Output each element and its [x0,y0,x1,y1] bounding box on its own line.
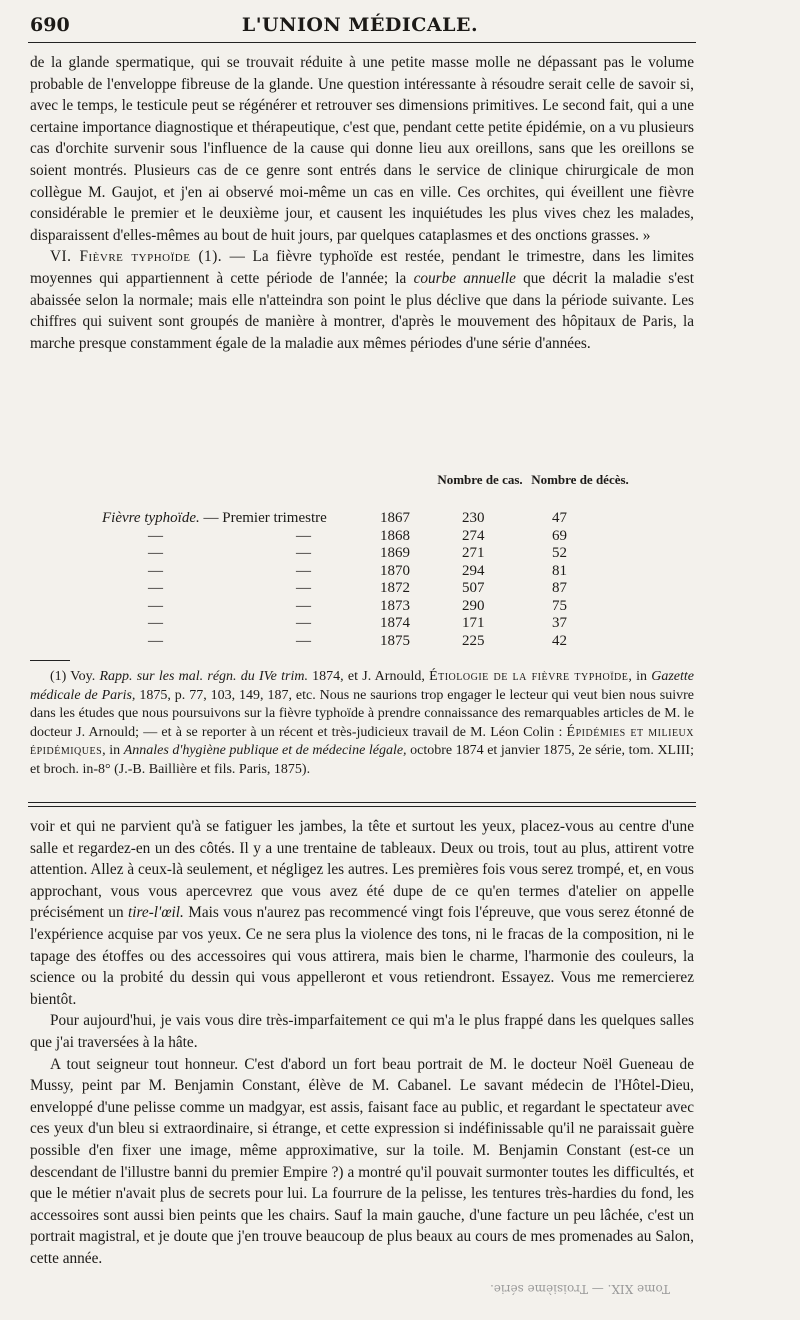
table-row [30,545,694,563]
journal-title: L'UNION MÉDICALE. [241,14,479,36]
cell-year: 1867 [380,510,410,526]
table-row [30,615,694,633]
table-row [30,580,694,598]
col-header-deaths: Nombre de décès. [531,472,629,487]
cell-cases: 225 [462,632,485,649]
paragraph-salon-intro: voir et qui ne parvient qu'à se fatiguer les jambes, la tête et surtout les yeux, placez-vous au centre d'une salle et regardez-en un des côtés. Il y a une trentaine de tableaux. Deux ou trois, tout au plus, attirent votre attention. Allez à ceux-là seulement, et négligez les autres. Les premières fois vous serez trompé, et, en vous approchant, vous vous apercevrez que vous avez été dupe de ce qu'en termes d'atelier on appelle précisément un tire-l'œil. Mais vous n'aurez pas recommencé vingt fois l'épreuve, que vous serez étonné de l'expérience acquise par vos yeux. Ce ne sera plus la violence des tons, ni le fracas de la composition, ni le tapage des étoffes ou des accessoires qui vous attirera, mais bien le charme, l'harmonie des couleurs, la science ou la probité du dessin qui vous appelleront et vous retiendront. Essayez. Vous me remercierez bientôt. [30,818,694,1008]
ditto-mark: — [296,615,311,631]
ditto-mark: — [148,597,163,614]
ditto-mark: — [296,545,311,561]
feuilleton-rule-1 [28,802,696,803]
cell-year: 1872 [380,580,410,596]
cell-deaths: 81 [552,562,567,579]
cell-deaths: 75 [552,597,567,614]
ditto-mark: — [296,632,311,649]
table-row [30,633,694,651]
ditto-mark: — [148,527,163,544]
ditto-mark: — [296,597,311,614]
page-header [30,8,690,40]
table-row [30,598,694,616]
ditto-mark: — [296,562,311,579]
paragraph-portrait: A tout seigneur tout honneur. C'est d'abord un fort beau portrait de M. le docteur Noël Gueneau de Mussy, peint par M. Benjamin Constant, élève de M. Cabanel. Le savant médecin de l'Hôtel-Dieu, enveloppé d'une pelisse comme un madgyar, est assis, faisant face au public, et regardant le spectateur avec ces yeux d'un bleu si extraordinaire, si étrange, et cette expression si indéfinissable qu'il ne paraissait guère possible d'en fixer une image, même approximative, sur la toile. M. Benjamin Constant (est-ce un descendant de l'illustre banni du premier Empire ?) a montré qu'il pouvait surmonter toutes les difficultés, et que le métier n'avait plus de secrets pour lui. La fourrure de la pelisse, les tentures très-hardies du fond, les accessoires sont aussi bien peints que les chairs. Sauf la main gauche, d'une facture un peu lâchée, c'est un portrait magistral, et je doute que j'en trouve beaucoup de plus beaux au cours de mes promenades au Salon, cette année. [30,1055,694,1267]
cell-deaths: 47 [552,510,567,526]
table-row [30,510,694,528]
paragraph-orchite: de la glande spermatique, qui se trouvait réduite à une petite masse molle ne dépassant pas le volume probable de l'enveloppe fibreuse de la glande. Une question intéressante à résoudre serait celle de savoir si, avec le temps, le testicule peut se régénérer et retrouver ses dimensions primitives. Le second fait, qui a une certaine importance diagnostique et thérapeutique, c'est que, pendant cette petite épidémie, on a vu plusieurs cas d'orchite survenir sous l'influence de la cause qui donne lieu aux oreillons, sans que les oreillons se soient montrés. Plusieurs cas de ce genre sont entrés dans le service de clinique chirurgicale de mon collègue M. Gaujot, et j'en ai observé moi-même un cas en ville. Ces orchites, qui éveillent une fièvre considérable le premier et le deuxième jour, et causent les inquiétudes les plus vives chez les malades, disparaissent d'elles-mêmes au bout de huit jours, par quelques cataplasmes et des onctions grasses. » [30,54,694,244]
table-row [30,563,694,581]
cell-cases: 274 [462,527,485,544]
cell-cases: 230 [462,510,485,526]
ditto-mark: — [148,632,163,649]
paragraph-typhoide: VI. Fièvre typhoïde (1). — La fièvre typhoïde est restée, pendant le trimestre, dans les limites moyennes qui appartiennent à cette période de l'année; la courbe annuelle que décrit la maladie s'est abaissée selon la normale; mais elle n'atteindra son point le plus déclive que dans la période suivante. Les chiffres qui suivent sont groupés de manière à montrer, d'après le mouvement des hôpitaux de Paris, la marche presque constamment égale de la maladie aux mêmes périodes d'une série d'années. [30,248,695,352]
feuilleton-section [30,816,694,1269]
ditto-mark: — [296,580,311,596]
footnote: (1) Voy. Rapp. sur les mal. régn. du IVe trim. 1874, et J. Arnould, Étiologie de la fièvre typhoïde, in Gazette médicale de Paris, 1875, p. 77, 103, 149, 187, etc. Nous ne saurions trop engager le lecteur qui veut bien nous suivre dans les études que nous poursuivons sur la fièvre typhoïde à prendre connaissance des remarquables articles de M. le docteur J. Arnould; — et à se reporter à un récent et très-judicieux travail de M. Léon Colin : Épidémies et milieux épidémiques, in Annales d'hygiène publique et de médecine légale, octobre 1874 et janvier 1875, 2e série, tom. XLIII; et broch. in-8° (J.-B. Baillière et fils. Paris, 1875). [30,669,694,777]
cell-deaths: 87 [552,580,567,596]
table-row [30,528,694,546]
section-heading: VI. Fièvre typhoïde (1). [50,248,223,266]
ditto-mark: — [296,527,311,544]
footnote-rule [30,660,70,661]
cell-year: 1869 [380,545,410,561]
col-header-cases: Nombre de cas. [437,472,523,487]
cell-deaths: 42 [552,632,567,649]
ditto-mark: — [148,545,163,561]
paragraph-aujourdhui: Pour aujourd'hui, je vais vous dire très-imparfaitement ce qui m'a le plus frappé dans les quelques salles que j'ai traversées à la hâte. [30,1012,694,1051]
cell-year: 1873 [380,597,410,614]
cell-year: 1870 [380,562,410,579]
cell-cases: 171 [462,615,485,631]
cell-deaths: 69 [552,527,567,544]
cell-cases: 271 [462,545,485,561]
cell-cases: 507 [462,580,485,596]
cell-year: 1868 [380,527,410,544]
cell-year: 1874 [380,615,410,631]
top-section [30,52,694,354]
cell-deaths: 37 [552,615,567,631]
cell-deaths: 52 [552,545,567,561]
cell-cases: 294 [462,562,485,579]
row-label: Fièvre typhoïde. — Premier trimestre [102,510,327,526]
cell-year: 1875 [380,632,410,649]
ditto-mark: — [148,615,163,631]
page-number: 690 [30,14,70,36]
header-rule [28,42,696,43]
signature-line: Tome XIX. — Troisième série. [490,1282,670,1296]
feuilleton-rule-2 [28,806,696,807]
ditto-mark: — [148,562,163,579]
cell-cases: 290 [462,597,485,614]
ditto-mark: — [148,580,163,596]
